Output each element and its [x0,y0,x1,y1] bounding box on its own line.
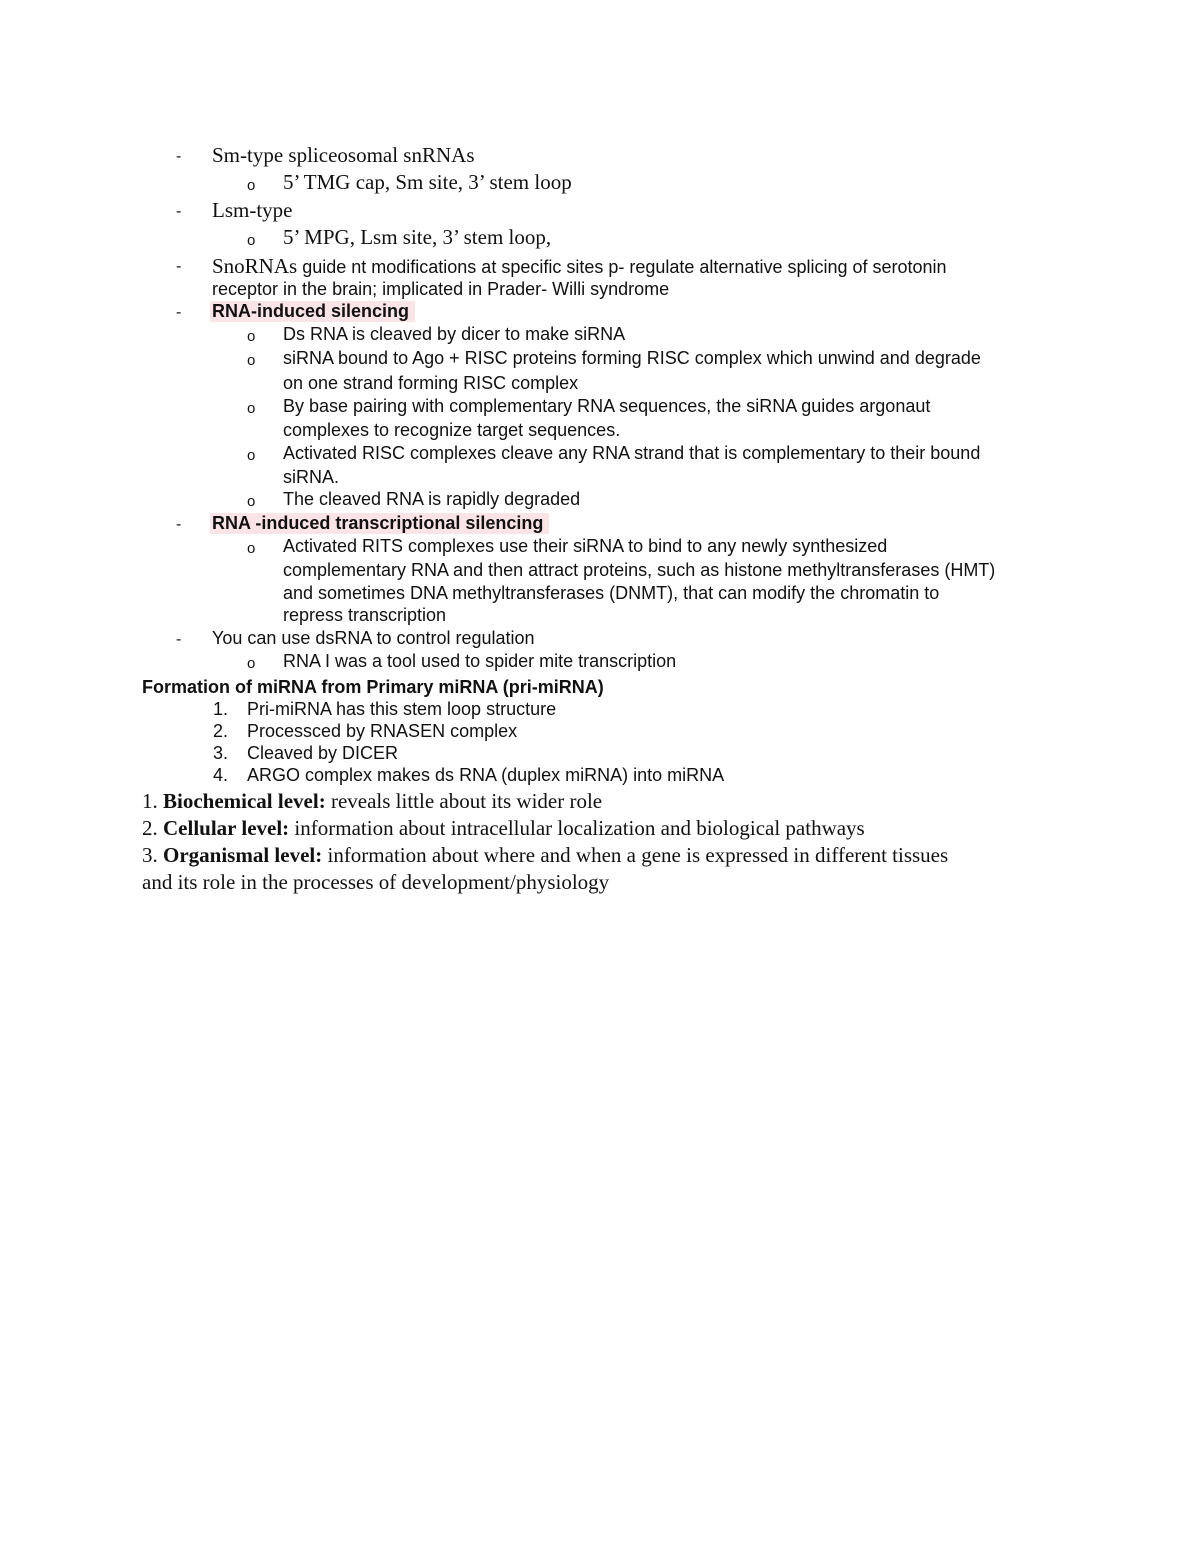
sm-type-text: Sm-type spliceosomal snRNAs [212,143,475,167]
silencing-point-3-line-2: complexes to recognize target sequences. [283,420,621,440]
mirna-step-4: ARGO complex makes ds RNA (duplex miRNA) into miRNA [247,765,725,785]
transcriptional-line-4: repress transcription [283,605,447,625]
rna-silencing-heading: RNA-induced silencing [210,301,415,322]
rna-transcriptional-heading: RNA -induced transcriptional silencing [210,513,549,534]
dash-bullet: - [176,631,182,648]
snornas-line-2: receptor in the brain; implicated in Prader- Willi syndrome [212,279,670,299]
sub-bullet: o [247,655,256,672]
sub-bullet: o [247,177,256,194]
sub-bullet: o [247,232,256,249]
dsrna-sub: RNA I was a tool used to spider mite transcription [283,651,677,671]
sub-bullet: o [247,540,256,557]
transcriptional-line-1: Activated RITS complexes use their siRNA to bind to any newly synthesized [283,536,888,556]
dash-bullet: - [176,148,182,165]
lsm-type-sub: 5’ MPG, Lsm site, 3’ stem loop, [283,225,552,249]
mirna-heading: Formation of miRNA from Primary miRNA (pri-miRNA) [142,677,604,697]
silencing-point-2-line-1: siRNA bound to Ago + RISC proteins forming RISC complex which unwind and degrade [283,348,981,368]
level-cellular: 2. Cellular level: information about intracellular localization and biological pathways [142,816,865,840]
silencing-point-5: The cleaved RNA is rapidly degraded [283,489,581,509]
step-number: 2. [213,721,229,741]
sub-bullet: o [247,400,256,417]
step-number: 3. [213,743,229,763]
lsm-type-text: Lsm-type [212,198,293,222]
transcriptional-line-2: complementary RNA and then attract proteins, such as histone methyltransferases (HMT) [283,560,996,580]
dash-bullet: - [176,203,182,220]
transcriptional-line-3: and sometimes DNA methyltransferases (DNMT), that can modify the chromatin to [283,583,940,603]
silencing-point-1: Ds RNA is cleaved by dicer to make siRNA [283,324,626,344]
silencing-point-4-line-2: siRNA. [283,467,340,487]
step-number: 4. [213,765,229,785]
level-organismal-line-2: and its role in the processes of development/physiology [142,870,610,894]
sub-bullet: o [247,493,256,510]
level-organismal: 3. Organismal level: information about where and when a gene is expressed in different tissues [142,843,949,867]
silencing-point-3-line-1: By base pairing with complementary RNA sequences, the siRNA guides argonaut [283,396,931,416]
sm-type-sub: 5’ TMG cap, Sm site, 3’ stem loop [283,170,572,194]
mirna-step-2: Processced by RNASEN complex [247,721,518,741]
sub-bullet: o [247,352,256,369]
dash-bullet: - [176,304,182,321]
mirna-step-3: Cleaved by DICER [247,743,399,763]
silencing-point-4-line-1: Activated RISC complexes cleave any RNA strand that is complementary to their bound [283,443,981,463]
sub-bullet: o [247,328,256,345]
silencing-point-2-line-2: on one strand forming RISC complex [283,373,579,393]
dsrna-text: You can use dsRNA to control regulation [212,628,535,648]
level-biochemical: 1. Biochemical level: reveals little about its wider role [142,789,603,813]
sub-bullet: o [247,447,256,464]
dash-bullet: - [176,258,182,275]
mirna-step-1: Pri-miRNA has this stem loop structure [247,699,557,719]
dash-bullet: - [176,516,182,533]
snornas-line-1: SnoRNAs guide nt modifications at specific sites p- regulate alternative splicing of serotonin [212,254,947,278]
step-number: 1. [213,699,229,719]
